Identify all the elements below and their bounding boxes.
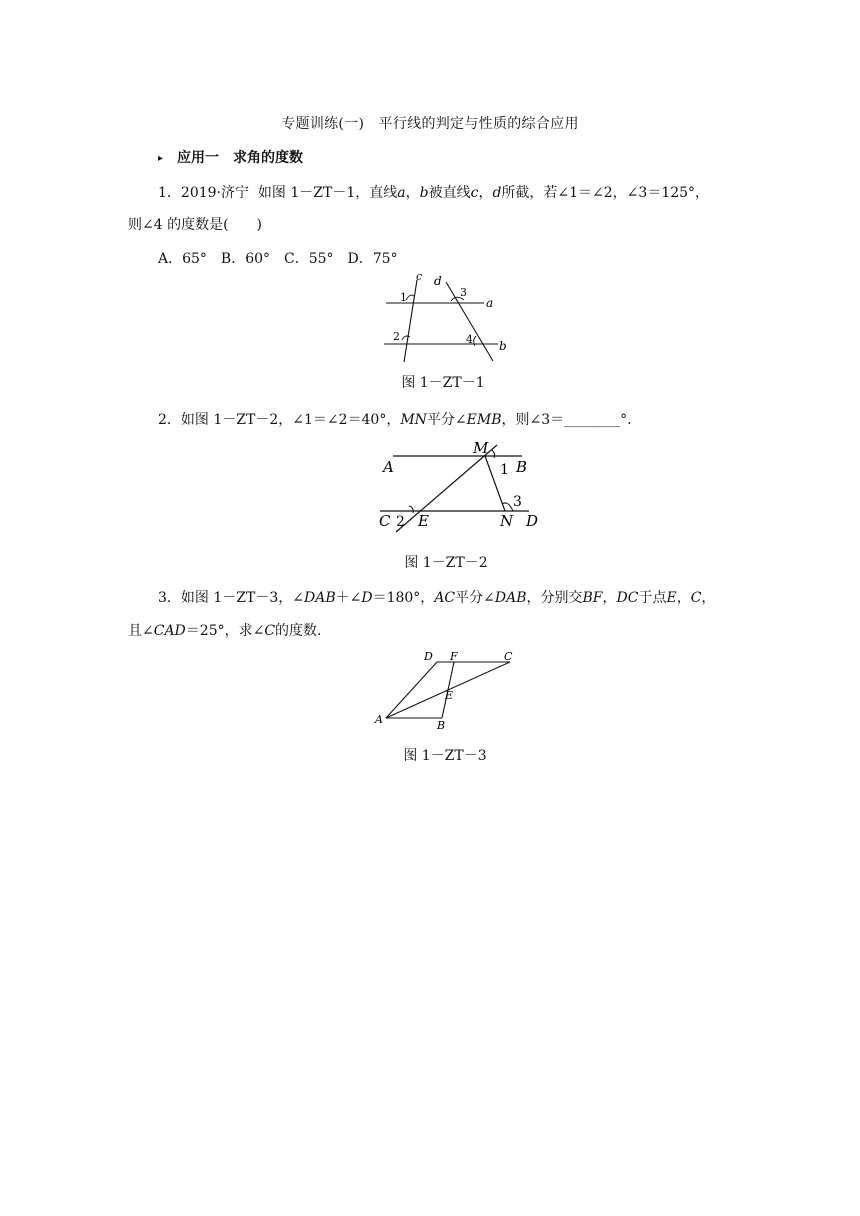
line-d xyxy=(446,282,493,361)
question-source: 2019·济宁 xyxy=(180,185,250,201)
triangle-bullet-icon: ▸ xyxy=(158,153,164,164)
label-angle-1: 1 xyxy=(500,462,509,478)
label-angle-3: 3 xyxy=(460,286,467,299)
question-1-line-1: 1．2019·济宁 如图 1－ZT－1，直线a，b被直线c，d所截，若∠1＝∠2，∠3＝125°， xyxy=(158,185,710,201)
section-label: 应用一 求角的度数 xyxy=(177,150,304,166)
label-E: E xyxy=(445,689,454,702)
question-3-line-1: 3．如图 1－ZT－3，∠DAB＋∠D＝180°，AC平分∠DAB，分别交BF，DC于点E，C， xyxy=(158,590,716,606)
label-B: B xyxy=(437,719,446,732)
label-C: C xyxy=(504,650,513,663)
angle-2-arc xyxy=(409,506,413,513)
label-D: D xyxy=(424,650,433,663)
figure-1-caption: 图 1－ZT－1 xyxy=(401,375,485,391)
label-E: E xyxy=(418,512,429,530)
page-title: 专题训练(一) 平行线的判定与性质的综合应用 xyxy=(281,116,579,132)
label-M: M xyxy=(473,439,489,457)
segment-da xyxy=(386,662,437,718)
angle-2-arc xyxy=(402,336,410,340)
figure-1-diagram xyxy=(380,270,520,370)
angle-1-arc xyxy=(492,450,495,458)
figure-2-diagram xyxy=(376,436,556,536)
label-angle-2: 2 xyxy=(393,330,400,343)
label-a: a xyxy=(486,296,494,310)
section-heading xyxy=(158,147,303,167)
figure-3-caption: 图 1－ZT－3 xyxy=(403,748,487,764)
label-b: b xyxy=(499,339,507,353)
angle-1-arc xyxy=(406,295,414,300)
label-D: D xyxy=(526,512,539,530)
label-N: N xyxy=(500,512,514,530)
question-1-line-2: 则∠4 的度数是( ) xyxy=(128,217,263,233)
label-C: C xyxy=(379,512,391,530)
label-angle-3: 3 xyxy=(513,494,522,510)
figure-3-diagram xyxy=(374,648,534,738)
label-A: A xyxy=(383,458,394,476)
figure-2-caption: 图 1－ZT－2 xyxy=(404,555,488,571)
label-angle-1: 1 xyxy=(400,291,407,304)
transversal-em xyxy=(396,445,497,532)
label-angle-4: 4 xyxy=(466,333,473,346)
question-3-line-2: 且∠CAD＝25°，求∠C的度数. xyxy=(128,623,322,639)
label-angle-2: 2 xyxy=(396,514,405,530)
question-1-choices: A．65° B．60° C．55° D．75° xyxy=(158,251,398,267)
label-F: F xyxy=(450,650,458,663)
label-c: c xyxy=(416,270,423,283)
label-d: d xyxy=(434,274,442,288)
label-A: A xyxy=(375,713,383,726)
label-B: B xyxy=(516,458,528,476)
question-2-text: 2．如图 1－ZT－2，∠1＝∠2＝40°，MN平分∠EMB，则∠3＝________°. xyxy=(158,412,632,428)
